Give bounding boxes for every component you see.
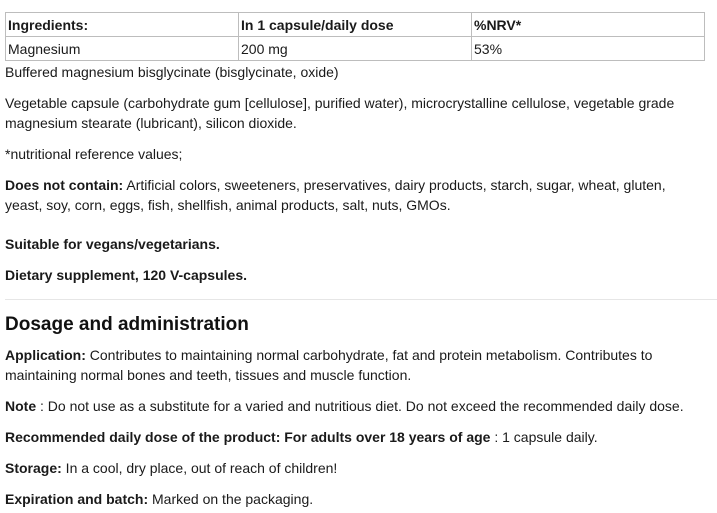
- application-text: Contributes to maintaining normal carbohydrate, fat and protein metabolism. Contributes to maintaining normal bones and teeth, tissues and muscle function.: [5, 347, 653, 383]
- expiration-label: Expiration and batch:: [5, 491, 149, 507]
- does-not-contain: [5, 175, 705, 215]
- capsule-composition: Vegetable capsule (carbohydrate gum [cellulose], purified water), microcrystalline cellulose, vegetable grade magnesium stearate (lubricant), silicon dioxide.: [5, 95, 675, 131]
- note-paragraph: [5, 396, 705, 416]
- storage-paragraph: [5, 458, 705, 478]
- storage-label: Storage:: [5, 460, 62, 476]
- product-description: [5, 12, 705, 509]
- application-paragraph: [5, 345, 705, 385]
- section-divider: [5, 299, 717, 300]
- application-label: Application:: [5, 347, 86, 363]
- storage-text: In a cool, dry place, out of reach of children!: [61, 460, 338, 476]
- supplement-statement: Dietary supplement, 120 V-capsules.: [5, 267, 247, 283]
- table-row: [6, 37, 705, 61]
- dosage-heading: Dosage and administration: [5, 314, 249, 335]
- ingredients-table: [5, 12, 705, 61]
- note-text: : Do not use as a substitute for a varied and nutritious diet. Do not exceed the recommended daily dose.: [36, 398, 684, 414]
- does-not-contain-label: Does not contain:: [5, 177, 124, 193]
- does-not-contain-text: Artificial colors, sweeteners, preservatives, dairy products, starch, sugar, wheat, gluten, yeast, soy, corn, eggs, fish, shellfish, animal products, salt, nuts, GMOs.: [5, 177, 666, 213]
- daily-dose-text: : 1 capsule daily.: [490, 429, 598, 445]
- header-nrv: %NRV*: [472, 13, 705, 37]
- header-dose: In 1 capsule/daily dose: [239, 13, 472, 37]
- header-ingredients: Ingredients:: [6, 13, 239, 37]
- daily-dose-paragraph: [5, 427, 705, 447]
- cell-ingredient-name: Magnesium: [6, 37, 239, 61]
- expiration-text: Marked on the packaging.: [148, 491, 314, 507]
- daily-dose-label: Recommended daily dose of the product: For adults over 18 years of age: [5, 429, 491, 445]
- cell-nrv-percent: 53%: [472, 37, 705, 61]
- note-label: Note: [5, 398, 37, 414]
- nrv-footnote: *nutritional reference values;: [5, 146, 183, 162]
- vegan-statement: Suitable for vegans/vegetarians.: [5, 236, 220, 252]
- ingredient-form: Buffered magnesium bisglycinate (bisglycinate, oxide): [5, 64, 339, 80]
- expiration-paragraph: [5, 489, 705, 509]
- table-header-row: [6, 13, 705, 37]
- cell-dose-amount: 200 mg: [239, 37, 472, 61]
